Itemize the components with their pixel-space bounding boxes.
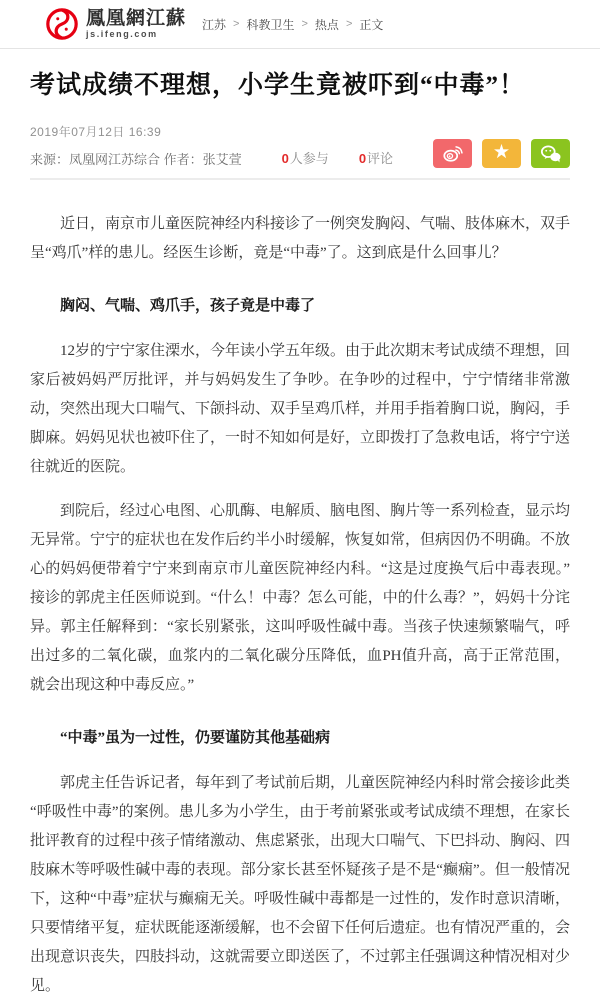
comment-label: 评论 [367, 150, 394, 166]
wechat-icon [540, 144, 562, 163]
article-title: 考试成绩不理想，小学生竟被吓到“中毒”！ [30, 72, 526, 99]
favorite-share-button[interactable] [482, 139, 521, 168]
share-buttons [433, 139, 570, 168]
breadcrumb-item-1[interactable]: 科教卫生 [246, 17, 295, 32]
participation-label: 人参与 [289, 150, 329, 166]
article-date: 2019年07月12日 16:39 [30, 124, 162, 139]
breadcrumb-separator: > [233, 18, 240, 30]
breadcrumb-item-2[interactable]: 热点 [314, 17, 339, 32]
article-paragraph: 近日，南京市儿童医院神经内科接诊了一例突发胸闷、气喘、肢体麻木，双手呈“鸡爪”样的患儿。经医生诊断，竟是“中毒”了。这到底是什么回事儿？ [30, 215, 571, 261]
comment-count[interactable] [359, 148, 393, 167]
participation-count[interactable] [282, 148, 329, 167]
section-heading: “中毒”虽为一过性，仍要谨防其他基础病 [60, 729, 331, 746]
breadcrumb-separator: > [345, 18, 353, 30]
breadcrumb [202, 16, 383, 33]
article-paragraph: 12岁的宁宁家住溧水，今年读小学五年级。由于此次期末考试成绩不理想，回家后被妈妈严厉批评，并与妈妈发生了争吵。在争吵的过程中，宁宁情绪非常激动，突然出现大口喘气、下颌抖动、双手呈鸡爪样，并用手指着胸口说，胸闷，手脚麻。妈妈见状也被吓住了，一时不知如何是好，立即拨打了急救电话，将宁宁送往就近的医院。 [30, 342, 571, 475]
site-name: 鳳凰網江蘇 [86, 8, 187, 29]
article-page [0, 69, 600, 1001]
source-author-line: 来源：凤凰网江苏综合 作者：张艾萱 [30, 151, 242, 167]
article-paragraph: 郭虎主任告诉记者，每年到了考试前后期，儿童医院神经内科时常会接诊此类“呼吸性中毒”的案例。患儿多为小学生，由于考前紧张或考试成绩不理想，在家长批评教育的过程中孩子情绪激动、焦虑紧张，出现大口喘气、下巴抖动、胸闷、四肢麻木等呼吸性碱中毒的表现。部分家长甚至怀疑孩子是不是“癫痫”。但一般情况下，这种“中毒”症状与癫痫无关。呼吸性碱中毒都是一过性的，发作时意识清晰，只要情绪平复，症状既能逐渐缓解，也不会留下任何后遗症。也有情况严重的，会出现意识丧失，四肢抖动，这就需要立即送医了，不过郭主任强调这种情况相对少见。 [30, 774, 571, 994]
breadcrumb-separator: > [301, 18, 308, 30]
site-header [0, 0, 600, 49]
site-url: js.ifeng.com [86, 29, 158, 39]
breadcrumb-item-0[interactable]: 江苏 [202, 17, 227, 32]
breadcrumb-item-3: 正文 [359, 17, 384, 32]
comment-number: 0 [358, 150, 367, 166]
weibo-icon [442, 144, 464, 162]
phoenix-logo-icon [45, 7, 79, 41]
article-body [30, 210, 570, 1001]
wechat-share-button[interactable] [531, 139, 570, 168]
site-logo[interactable] [45, 7, 186, 41]
participation-number: 0 [281, 150, 289, 166]
weibo-share-button[interactable] [433, 139, 472, 168]
meta-left [30, 123, 242, 168]
section-heading: 胸闷、气喘、鸡爪手，孩子竟是中毒了 [60, 297, 316, 314]
logo-text [86, 9, 186, 39]
article-meta [30, 123, 570, 180]
engagement-counts [282, 148, 394, 167]
star-icon: ★ [493, 144, 510, 162]
article-paragraph: 到院后，经过心电图、心肌酶、电解质、脑电图、胸片等一系列检查，显示均无异常。宁宁的症状也在发作后约半小时缓解，恢复如常，但病因仍不明确。不放心的妈妈便带着宁宁来到南京市儿童医院神经内科。“这是过度换气后中毒表现。”接诊的郭虎主任医师说到。“什么！中毒？怎么可能，中的什么毒？”，妈妈十分诧异。郭主任解释到：“家长别紧张，这叫呼吸性碱中毒。当孩子快速频繁喘气，呼出过多的二氧化碳，血浆内的二氧化碳分压降低，血PH值升高，高于正常范围，就会出现这种中毒反应。” [30, 502, 571, 693]
